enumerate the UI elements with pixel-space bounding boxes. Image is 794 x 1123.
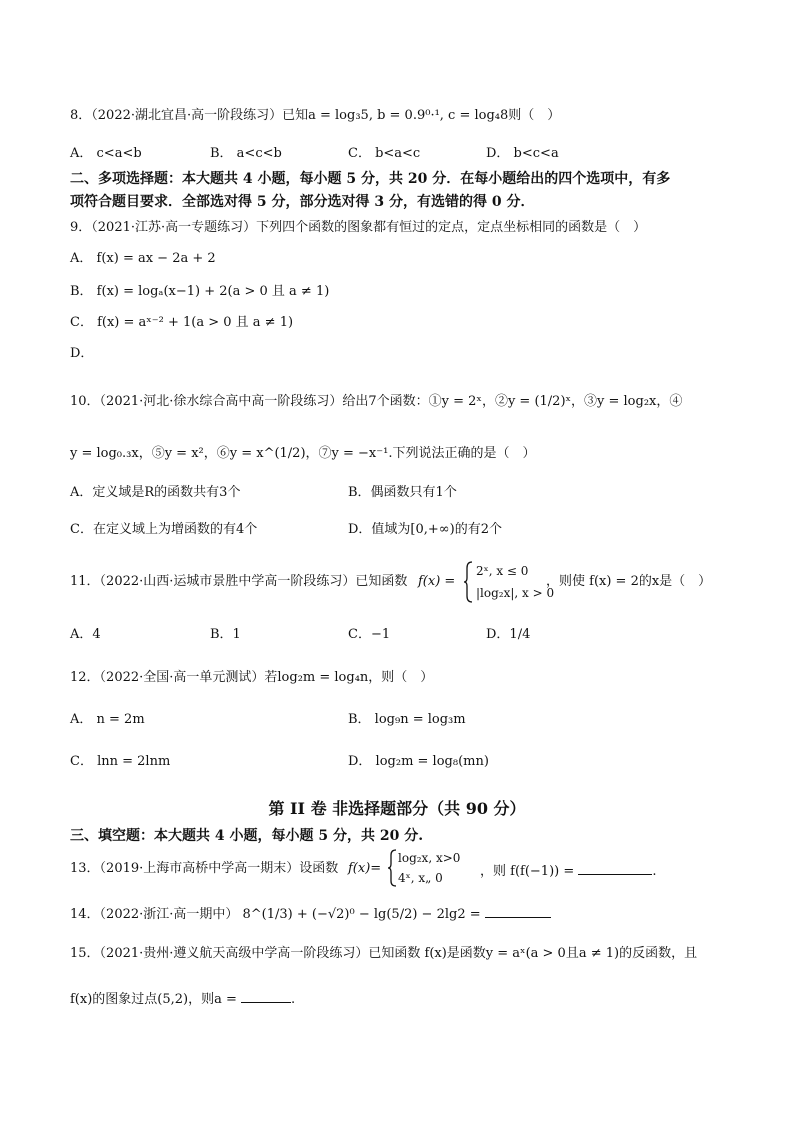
q13-answer-blank[interactable] bbox=[578, 860, 652, 875]
q14-stem: 14．（2022·浙江·高一期中） 8^(1/3) + (−√2)⁰ − lg(5/2) − 2lg2 = bbox=[70, 907, 481, 922]
q12-stem: 12．（2022·全国·高一单元测试）若log₂m = log₄n，则（ ） bbox=[70, 670, 434, 685]
q15-line2 bbox=[70, 988, 295, 1009]
q11-option-c: C．−1 bbox=[348, 627, 391, 642]
q13-end: . bbox=[652, 864, 657, 879]
q11-function-label: f(x) = bbox=[418, 574, 456, 589]
q11-stem-pre: 11．（2022·山西·运城市景胜中学高一阶段练习）已知函数 bbox=[70, 574, 408, 589]
q10-option-c: C．在定义域上为增函数的有4个 bbox=[70, 522, 258, 537]
q13-case-1: log₂x, x>0 bbox=[398, 851, 461, 865]
q15-answer-blank[interactable] bbox=[241, 988, 291, 1003]
q10-stem-line1: 10．（2021·河北·徐水综合高中高一阶段练习）给出7个函数：①y = 2ˣ，②y = (1/2)ˣ，③y = log₂x，④ bbox=[70, 394, 683, 409]
q11-case-1: 2ˣ, x ≤ 0 bbox=[476, 564, 529, 578]
q11-brace-icon bbox=[464, 560, 474, 604]
q15-end: . bbox=[291, 992, 296, 1007]
q8-option-c: C． b<a<c bbox=[348, 146, 421, 161]
q10-option-b: B．偶函数只有1个 bbox=[348, 485, 457, 500]
q8-options bbox=[70, 145, 750, 163]
q12-option-b: B． log₉n = log₃m bbox=[348, 712, 466, 727]
q13-stem-post-text: ，则 f(f(−1)) = bbox=[480, 864, 575, 879]
q15-line1: 15．（2021·贵州·遵义航天高级中学高一阶段练习）已知函数 f(x)是函数y = aˣ(a > 0且a ≠ 1)的反函数，且 bbox=[70, 946, 698, 961]
q11-options bbox=[70, 626, 750, 644]
q11-case-2: |log₂x|, x > 0 bbox=[476, 586, 555, 600]
q13-function-label: f(x)= bbox=[348, 861, 382, 876]
q12-option-d: D． log₂m = log₈(mn) bbox=[348, 754, 489, 769]
q8-stem: 8．（2022·湖北宜昌·高一阶段练习）已知a = log₃5, b = 0.9⁰·¹, c = log₄8则（ ） bbox=[70, 108, 561, 123]
q12-option-a: A． n = 2m bbox=[70, 712, 145, 727]
q11-option-d: D．1/4 bbox=[486, 627, 531, 642]
q10-option-a: A．定义域是R的函数共有3个 bbox=[70, 485, 241, 500]
q13-stem-post bbox=[480, 860, 657, 881]
q13-case-2: 4ˣ, x„ 0 bbox=[398, 871, 443, 885]
q14-answer-blank[interactable] bbox=[485, 903, 551, 918]
q13-brace-icon bbox=[388, 848, 398, 888]
q11-option-b: B．1 bbox=[210, 627, 241, 642]
q12-option-c: C． lnn = 2lnm bbox=[70, 754, 171, 769]
q8-option-d: D． b<c<a bbox=[486, 146, 559, 161]
section3-title: 三、填空题：本大题共 4 小题，每小题 5 分，共 20 分. bbox=[70, 828, 424, 844]
section2-line1: 二、多项选择题：本大题共 4 小题，每小题 5 分，共 20 分．在每小题给出的四个选项中，有多 bbox=[70, 171, 671, 187]
q11-option-a: A．4 bbox=[70, 627, 101, 642]
q14-line bbox=[70, 903, 551, 924]
q9-stem: 9．（2021·江苏·高一专题练习）下列四个函数的图象都有恒过的定点，定点坐标相同的函数是（ ） bbox=[70, 220, 647, 235]
q9-option-c: C． f(x) = aˣ⁻² + 1(a > 0 且 a ≠ 1) bbox=[70, 315, 294, 330]
q10-stem-line2: y = log₀.₃x，⑤y = x²，⑥y = x^(1/2)，⑦y = −x⁻¹.下列说法正确的是（ ） bbox=[70, 446, 536, 461]
part2-title: 第 II 卷 非选择题部分（共 90 分） bbox=[268, 799, 526, 818]
q15-line2-text: f(x)的图象过点(5,2)，则a = bbox=[70, 992, 237, 1007]
q10-option-d: D．值域为[0,+∞)的有2个 bbox=[348, 522, 502, 537]
q9-option-b: B． f(x) = logₐ(x−1) + 2(a > 0 且 a ≠ 1) bbox=[70, 284, 330, 299]
q11-stem-post: ，则使 f(x) = 2的x是（ ） bbox=[546, 574, 712, 589]
q8-option-a: A． c<a<b bbox=[70, 146, 142, 161]
q8-option-b: B． a<c<b bbox=[210, 146, 282, 161]
section2-line2: 项符合题目要求．全部选对得 5 分，部分选对得 3 分，有选错的得 0 分． bbox=[70, 194, 535, 210]
q9-option-a: A． f(x) = ax − 2a + 2 bbox=[70, 251, 216, 266]
q9-option-d: D． bbox=[70, 346, 94, 361]
q13-stem-pre: 13．（2019·上海市高桥中学高一期末）设函数 bbox=[70, 861, 339, 876]
